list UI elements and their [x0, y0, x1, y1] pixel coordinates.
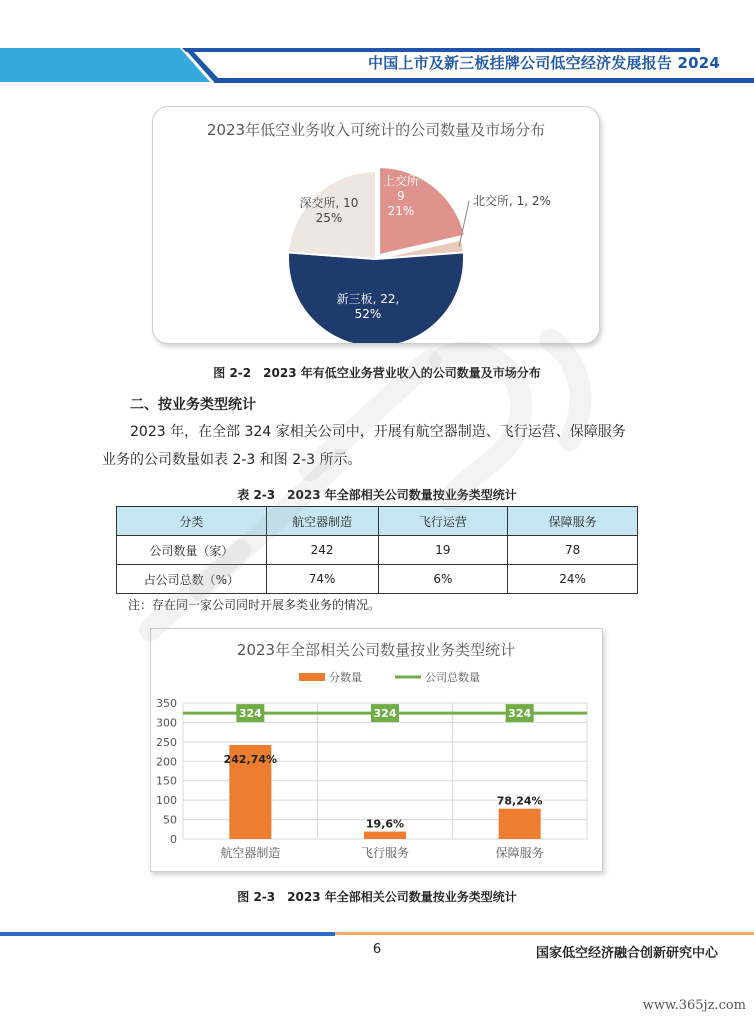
bar-chart [151, 629, 602, 871]
header-band [0, 0, 754, 90]
table-cell: 242 [266, 536, 378, 565]
table-cell: 74% [266, 565, 378, 594]
bar-data-label: 19,6% [365, 817, 405, 831]
table-header-cell: 航空器制造 [266, 507, 378, 536]
table-header-cell: 飞行运营 [378, 507, 508, 536]
header-band-bottom-line [214, 80, 754, 83]
table-cell: 占公司总数（%） [117, 565, 267, 594]
pie-chart-card [152, 106, 600, 344]
footer-organization: 国家低空经济融合创新研究中心 [535, 946, 718, 961]
pie-data-label: 21% [387, 204, 415, 218]
x-tick-label: 飞行服务 [360, 846, 410, 860]
table-note: 注：存在同一家公司同时开展多类业务的情况。 [128, 598, 381, 612]
y-tick-label: 150 [156, 774, 177, 788]
bar-data-label: 242,74% [223, 752, 278, 766]
watermark-url: www.365jz.com [642, 998, 746, 1013]
figure-2-3-caption: 图 2-3 2023 年全部相关公司数量按业务类型统计 [237, 890, 517, 904]
legend-swatch-bar [299, 673, 325, 681]
bar-保障服务 [499, 809, 541, 839]
pie-data-label: 深交所, 10 [299, 196, 359, 210]
pie-data-label: 52% [354, 307, 382, 321]
footer-line-blue [0, 932, 335, 936]
y-tick-label: 0 [170, 833, 177, 846]
bar-chart-title: 2023年全部相关公司数量按业务类型统计 [236, 641, 516, 659]
legend-label: 分数量 [329, 671, 362, 684]
pie-chart [153, 107, 599, 343]
table-cell: 公司数量（家） [117, 536, 267, 565]
business-type-table [116, 506, 638, 594]
header-title: 中国上市及新三板挂牌公司低空经济发展报告 2024 [368, 54, 720, 72]
section-heading: 二、按业务类型统计 [130, 397, 256, 413]
paragraph-line-1: 2023 年，在全部 324 家相关公司中，开展有航空器制造、飞行运营、保障服务 [130, 424, 626, 440]
paragraph-line-2: 业务的公司数量如表 2-3 和图 2-3 所示。 [102, 452, 362, 468]
footer-line-orange [335, 932, 754, 935]
page-number: 6 [372, 942, 382, 957]
y-tick-label: 350 [156, 697, 177, 710]
y-tick-label: 300 [156, 716, 177, 730]
pie-data-label: 9 [397, 189, 405, 203]
table-header-row [117, 507, 638, 536]
x-tick-label: 保障服务 [495, 846, 544, 860]
x-tick-label: 航空器制造 [220, 846, 281, 860]
line-data-label: 324 [508, 707, 532, 721]
table-header-cell: 分类 [117, 507, 267, 536]
table-row [117, 565, 638, 594]
pie-data-label: 北交所, 1, 2% [473, 194, 551, 208]
legend-label: 公司总数量 [425, 671, 480, 684]
bar-飞行服务 [364, 832, 406, 839]
pie-data-label: 新三板, 22, [336, 292, 400, 306]
table-cell: 24% [508, 565, 638, 594]
figure-2-2-caption: 图 2-2 2023 年有低空业务营业收入的公司数量及市场分布 [213, 366, 541, 380]
table-header-cell: 保障服务 [508, 507, 638, 536]
pie-data-label: 上交所 [382, 174, 420, 188]
table-cell: 78 [508, 536, 638, 565]
y-tick-label: 50 [163, 813, 177, 827]
table-row [117, 536, 638, 565]
bar-chart-card [150, 628, 603, 872]
bar-data-label: 78,24% [496, 794, 543, 808]
table-cell: 6% [378, 565, 508, 594]
pie-chart-title: 2023年低空业务收入可统计的公司数量及市场分布 [206, 121, 546, 139]
line-data-label: 324 [238, 707, 262, 721]
pie-data-label: 25% [315, 211, 343, 225]
header-band-light-shape [0, 48, 210, 82]
y-tick-label: 200 [156, 755, 177, 769]
table-2-3-caption: 表 2-3 2023 年全部相关公司数量按业务类型统计 [237, 488, 517, 502]
y-tick-label: 100 [156, 794, 177, 808]
line-data-label: 324 [373, 707, 397, 721]
y-tick-label: 250 [156, 735, 177, 749]
table-cell: 19 [378, 536, 508, 565]
